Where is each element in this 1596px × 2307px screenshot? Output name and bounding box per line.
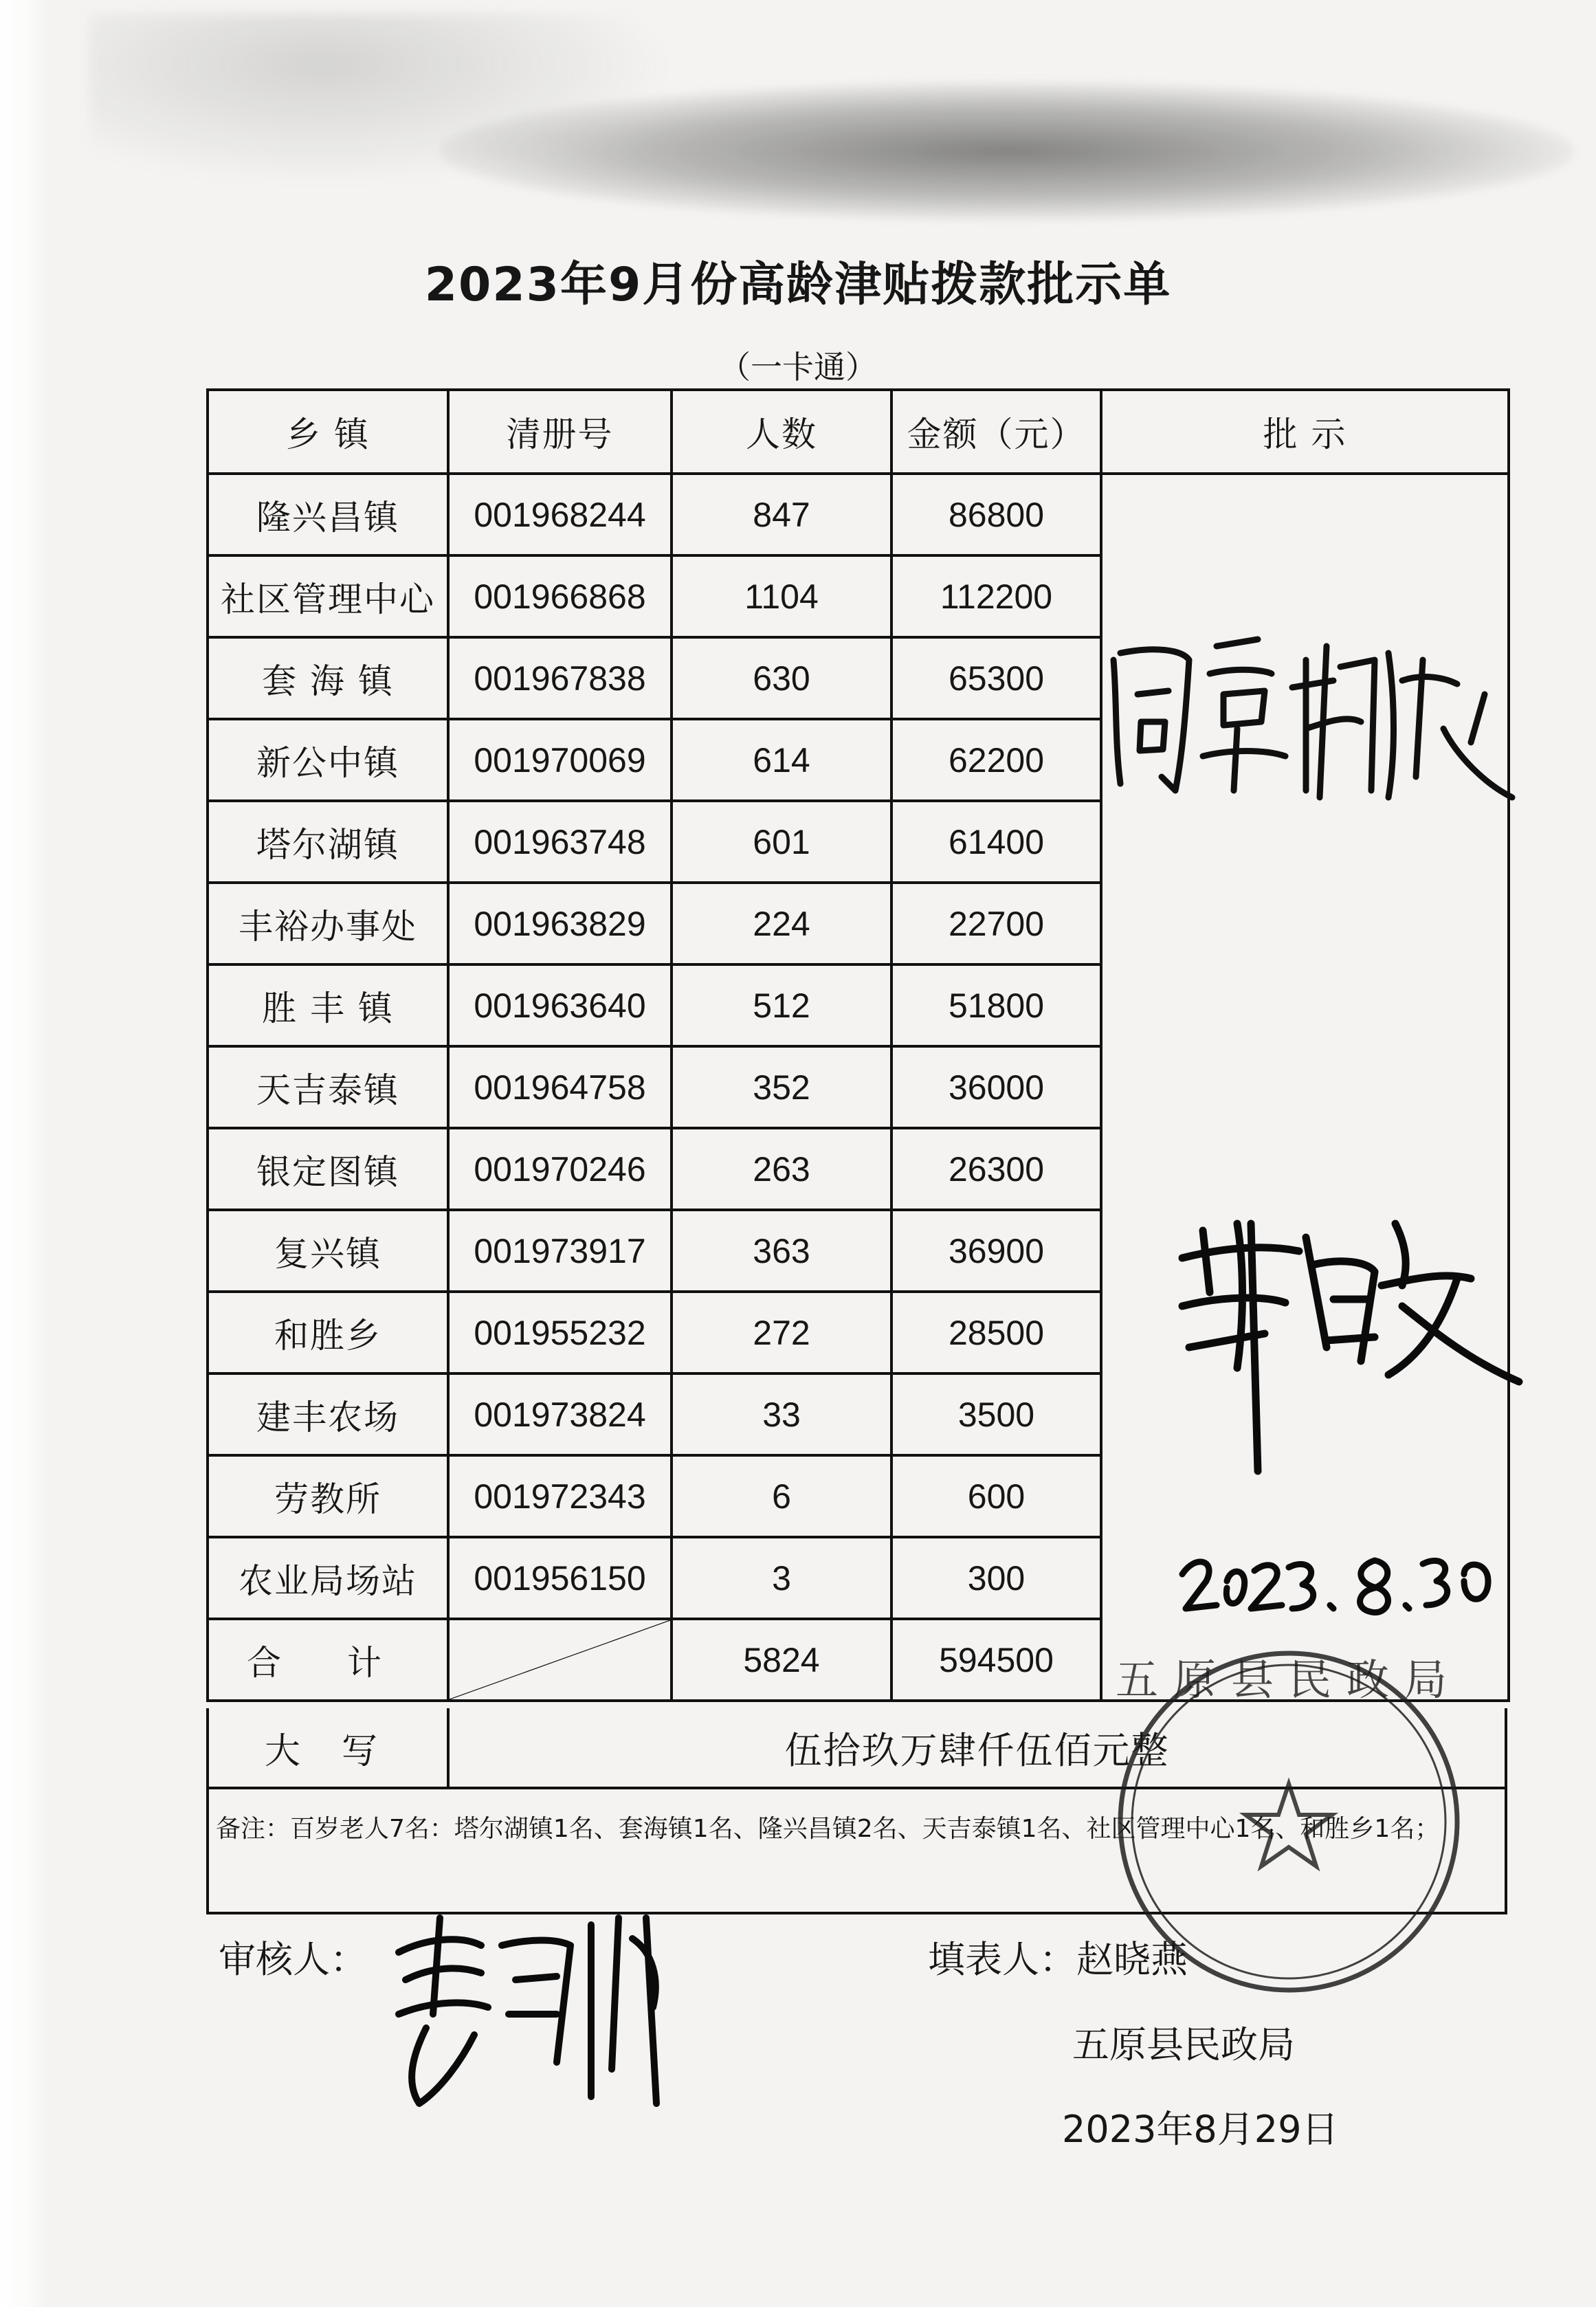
total-amount: 594500 — [891, 1619, 1101, 1701]
town-cell: 和胜乡 — [208, 1292, 448, 1373]
people-cell: 272 — [672, 1292, 891, 1373]
header-approval: 批 示 — [1101, 390, 1509, 474]
people-cell: 601 — [672, 801, 891, 883]
town-cell: 胜 丰 镇 — [208, 964, 448, 1046]
town-cell: 建丰农场 — [208, 1373, 448, 1455]
account-cell: 001963829 — [448, 883, 672, 964]
account-cell: 001966868 — [448, 555, 672, 637]
amount-cell: 36000 — [891, 1046, 1101, 1128]
people-cell: 363 — [672, 1210, 891, 1292]
header-amount: 金额（元） — [891, 390, 1101, 474]
amount-cell: 28500 — [891, 1292, 1101, 1373]
amount-cell: 22700 — [891, 883, 1101, 964]
people-cell: 352 — [672, 1046, 891, 1128]
amount-cell: 51800 — [891, 964, 1101, 1046]
account-cell: 001956150 — [448, 1537, 672, 1619]
allowance-table — [206, 388, 1510, 1702]
account-cell: 001970246 — [448, 1128, 672, 1210]
people-cell: 3 — [672, 1537, 891, 1619]
handwritten-approval — [1100, 619, 1526, 825]
amount-cell: 36900 — [891, 1210, 1101, 1292]
people-cell: 847 — [672, 474, 891, 555]
amount-cell: 26300 — [891, 1128, 1101, 1210]
people-cell: 33 — [672, 1373, 891, 1455]
official-seal-stamp — [1093, 1640, 1485, 2004]
town-cell: 复兴镇 — [208, 1210, 448, 1292]
town-cell: 劳教所 — [208, 1455, 448, 1537]
people-cell: 1104 — [672, 555, 891, 637]
total-account-blank — [448, 1619, 672, 1701]
account-cell: 001964758 — [448, 1046, 672, 1128]
account-cell: 001963748 — [448, 801, 672, 883]
town-cell: 丰裕办事处 — [208, 883, 448, 964]
amount-cell: 62200 — [891, 719, 1101, 801]
amount-cell: 3500 — [891, 1373, 1101, 1455]
account-cell: 001972343 — [448, 1455, 672, 1537]
town-cell: 塔尔湖镇 — [208, 801, 448, 883]
header-people: 人数 — [672, 390, 891, 474]
reviewer-signature — [385, 1897, 674, 2117]
account-cell: 001973917 — [448, 1210, 672, 1292]
amount-cell: 61400 — [891, 801, 1101, 883]
town-cell: 天吉泰镇 — [208, 1046, 448, 1128]
handwritten-approval-date — [1175, 1540, 1498, 1629]
capital-value: 伍拾玖万肆仟伍佰元整 — [784, 1728, 1170, 1772]
town-cell: 新公中镇 — [208, 719, 448, 801]
stamp-text: 五原县民政局 — [1115, 1655, 1463, 1705]
header-account: 清册号 — [448, 390, 672, 474]
document-subtitle: （一卡通） — [719, 349, 877, 386]
people-cell: 224 — [672, 883, 891, 964]
town-cell: 隆兴昌镇 — [208, 474, 448, 555]
amount-cell: 86800 — [891, 474, 1101, 555]
amount-cell: 65300 — [891, 637, 1101, 719]
amount-cell: 112200 — [891, 555, 1101, 637]
account-cell: 001963640 — [448, 964, 672, 1046]
issuing-office: 五原县民政局 — [1072, 2023, 1295, 2066]
total-label: 合 计 — [208, 1619, 448, 1701]
town-cell: 农业局场站 — [208, 1537, 448, 1619]
issue-date: 2023年8月29日 — [1062, 2108, 1339, 2151]
approver-signature — [1168, 1182, 1526, 1485]
table-header-row — [208, 390, 1509, 474]
town-cell: 银定图镇 — [208, 1128, 448, 1210]
remark-note: 备注：百岁老人7名：塔尔湖镇1名、套海镇1名、隆兴昌镇2名、天吉泰镇1名、社区管理中心1名、和胜乡1名； — [206, 1789, 1507, 1914]
document-title: 2023年9月份高龄津贴拨款批示单 — [424, 258, 1172, 312]
people-cell: 6 — [672, 1455, 891, 1537]
amount-cell: 600 — [891, 1455, 1101, 1537]
header-town: 乡 镇 — [208, 390, 448, 474]
capital-label: 大写 — [209, 1708, 450, 1787]
town-cell: 套 海 镇 — [208, 637, 448, 719]
people-cell: 614 — [672, 719, 891, 801]
account-cell: 001970069 — [448, 719, 672, 801]
total-people: 5824 — [672, 1619, 891, 1701]
people-cell: 512 — [672, 964, 891, 1046]
amount-cell: 300 — [891, 1537, 1101, 1619]
account-cell: 001973824 — [448, 1373, 672, 1455]
town-cell: 社区管理中心 — [208, 555, 448, 637]
account-cell: 001955232 — [448, 1292, 672, 1373]
people-cell: 263 — [672, 1128, 891, 1210]
table-row — [208, 474, 1509, 555]
redaction-blur-band — [440, 82, 1574, 220]
account-cell: 001968244 — [448, 474, 672, 555]
account-cell: 001967838 — [448, 637, 672, 719]
filler-label: 填表人：赵晓燕 — [928, 1938, 1188, 1981]
people-cell: 630 — [672, 637, 891, 719]
reviewer-label: 审核人： — [219, 1938, 367, 1981]
